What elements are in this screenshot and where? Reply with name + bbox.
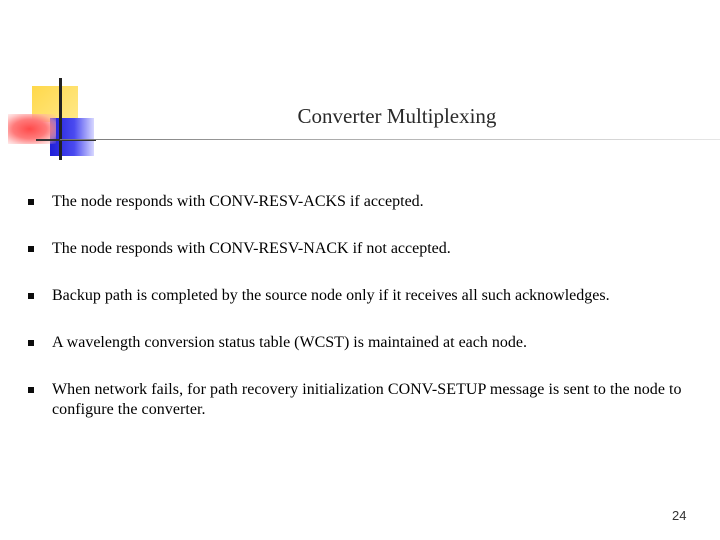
logo-vertical-line: [59, 78, 62, 160]
bullet-item: [26, 333, 706, 353]
bullet-item: [26, 239, 706, 259]
bullet-square-icon: [28, 293, 34, 299]
bullet-item: [26, 380, 706, 420]
decorative-logo-graphic: [0, 0, 110, 170]
bullet-text: When network fails, for path recovery initialization CONV-SETUP message is sent to the node to configure the converter.: [52, 381, 682, 418]
bullet-square-icon: [28, 199, 34, 205]
title-divider: [60, 139, 720, 140]
bullet-text: Backup path is completed by the source node only if it receives all such acknowledges.: [52, 287, 610, 304]
bullet-square-icon: [28, 246, 34, 252]
bullet-text: The node responds with CONV-RESV-NACK if not accepted.: [52, 240, 451, 257]
bullet-text: The node responds with CONV-RESV-ACKS if accepted.: [52, 193, 424, 210]
bullet-square-icon: [28, 340, 34, 346]
bullet-square-icon: [28, 387, 34, 393]
slide-title: Converter Multiplexing: [297, 104, 497, 128]
bullet-text: A wavelength conversion status table (WCST) is maintained at each node.: [52, 334, 527, 351]
bullet-item: [26, 192, 706, 212]
page-number: 24: [672, 508, 687, 523]
logo-blue-square: [50, 118, 94, 156]
bullet-item: [26, 286, 706, 306]
bullet-list: [26, 192, 706, 447]
